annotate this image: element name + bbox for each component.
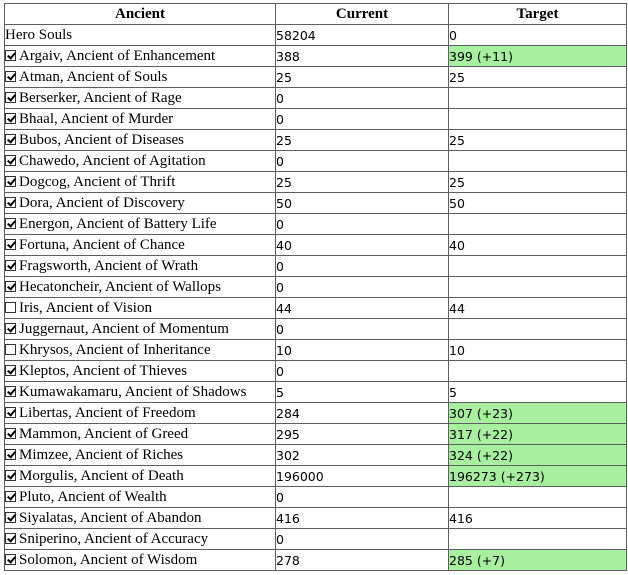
ancient-enabled-checkbox[interactable] [5,407,16,418]
ancient-name-cell [5,46,276,67]
target-level-cell: 416 [449,508,627,529]
table-row [5,67,627,88]
table-row [5,403,627,424]
ancient-enabled-checkbox[interactable] [5,344,16,355]
ancients-table [4,3,627,571]
table-row [5,256,627,277]
column-header-ancient: Ancient [5,4,276,25]
table-row [5,172,627,193]
ancient-name: Dora, Ancient of Discovery [19,194,185,211]
ancient-name: Dogcog, Ancient of Thrift [19,173,176,190]
ancient-name-cell [5,382,276,403]
ancient-name-cell [5,403,276,424]
ancient-name-cell [5,529,276,550]
table-row [5,361,627,382]
ancient-name-cell [5,193,276,214]
header-row [5,4,627,25]
target-level-cell: 285 (+7) [449,550,627,571]
current-level-cell: 388 [276,46,449,67]
target-level-cell [449,256,627,277]
ancient-name: Pluto, Ancient of Wealth [19,488,167,505]
ancient-enabled-checkbox[interactable] [5,491,16,502]
ancient-enabled-checkbox[interactable] [5,134,16,145]
ancient-name-cell [5,67,276,88]
target-level-cell [449,529,627,550]
ancient-name: Kleptos, Ancient of Thieves [19,362,188,379]
current-level-cell: 50 [276,193,449,214]
ancient-enabled-checkbox[interactable] [5,71,16,82]
target-level-cell: 0 [449,25,627,46]
ancient-name: Hero Souls [5,26,73,43]
target-level-cell [449,88,627,109]
ancient-enabled-checkbox[interactable] [5,50,16,61]
target-level-cell: 317 (+22) [449,424,627,445]
ancient-name-cell [5,235,276,256]
ancient-name: Kumawakamaru, Ancient of Shadows [19,383,247,400]
target-level-cell: 399 (+11) [449,46,627,67]
target-level-cell: 25 [449,172,627,193]
ancient-name: Iris, Ancient of Vision [19,299,152,316]
table-row [5,487,627,508]
table-row [5,109,627,130]
table-row [5,88,627,109]
ancient-name-cell [5,277,276,298]
ancient-enabled-checkbox[interactable] [5,92,16,103]
target-level-cell: 44 [449,298,627,319]
ancient-name: Hecatoncheir, Ancient of Wallops [19,278,222,295]
table-row [5,508,627,529]
current-level-cell: 0 [276,361,449,382]
ancient-enabled-checkbox[interactable] [5,113,16,124]
ancient-name: Mimzee, Ancient of Riches [19,446,184,463]
target-level-cell [449,361,627,382]
current-level-cell: 0 [276,214,449,235]
table-row [5,46,627,67]
target-level-cell: 196273 (+273) [449,466,627,487]
ancient-name: Bubos, Ancient of Diseases [19,131,184,148]
table-row [5,214,627,235]
ancient-enabled-checkbox[interactable] [5,365,16,376]
ancient-name: Berserker, Ancient of Rage [19,89,182,106]
table-row [5,466,627,487]
current-level-cell: 10 [276,340,449,361]
target-level-cell [449,277,627,298]
table-row [5,298,627,319]
target-level-cell [449,487,627,508]
ancient-enabled-checkbox[interactable] [5,386,16,397]
table-row [5,277,627,298]
table-row [5,382,627,403]
ancient-name-cell [5,550,276,571]
target-level-cell [449,109,627,130]
current-level-cell: 25 [276,67,449,88]
ancient-name-cell [5,109,276,130]
ancient-name: Argaiv, Ancient of Enhancement [19,47,216,64]
current-level-cell: 278 [276,550,449,571]
table-row [5,130,627,151]
ancient-name: Solomon, Ancient of Wisdom [19,551,198,568]
ancient-name: Energon, Ancient of Battery Life [19,215,217,232]
target-level-cell [449,151,627,172]
current-level-cell: 0 [276,487,449,508]
ancient-enabled-checkbox[interactable] [5,428,16,439]
ancient-name-cell [5,424,276,445]
ancient-name-cell [5,466,276,487]
target-level-cell: 40 [449,235,627,256]
ancient-enabled-checkbox[interactable] [5,176,16,187]
ancient-enabled-checkbox[interactable] [5,281,16,292]
ancient-enabled-checkbox[interactable] [5,533,16,544]
table-row [5,445,627,466]
ancient-name-cell [5,214,276,235]
target-level-cell: 50 [449,193,627,214]
ancient-name: Juggernaut, Ancient of Momentum [19,320,229,337]
current-level-cell: 25 [276,130,449,151]
ancient-name-cell [5,130,276,151]
current-level-cell: 0 [276,109,449,130]
ancient-name: Libertas, Ancient of Freedom [19,404,196,421]
ancient-name-cell [5,487,276,508]
ancient-name: Khrysos, Ancient of Inheritance [19,341,211,358]
table-row [5,424,627,445]
current-level-cell: 196000 [276,466,449,487]
ancient-name: Sniperino, Ancient of Accuracy [19,530,209,547]
table-row [5,151,627,172]
ancients-table-body [5,25,627,571]
ancient-name-cell [5,298,276,319]
target-level-cell: 10 [449,340,627,361]
current-level-cell: 25 [276,172,449,193]
table-row [5,340,627,361]
current-level-cell: 40 [276,235,449,256]
current-level-cell: 0 [276,529,449,550]
ancient-name-cell [5,151,276,172]
ancient-name-cell [5,88,276,109]
ancient-name: Siyalatas, Ancient of Abandon [19,509,202,526]
ancient-name-cell [5,256,276,277]
ancient-name-cell [5,508,276,529]
target-level-cell: 324 (+22) [449,445,627,466]
ancient-name: Fragsworth, Ancient of Wrath [19,257,199,274]
ancient-name-cell [5,445,276,466]
current-level-cell: 295 [276,424,449,445]
ancient-name: Mammon, Ancient of Greed [19,425,189,442]
current-level-cell: 0 [276,319,449,340]
table-row [5,550,627,571]
ancient-name-cell [5,25,276,46]
current-level-cell: 0 [276,88,449,109]
ancient-name-cell [5,319,276,340]
ancient-name-cell [5,361,276,382]
ancient-enabled-checkbox[interactable] [5,218,16,229]
table-row [5,25,627,46]
current-level-cell: 0 [276,151,449,172]
ancient-enabled-checkbox[interactable] [5,470,16,481]
ancient-name: Fortuna, Ancient of Chance [19,236,185,253]
ancient-name: Bhaal, Ancient of Murder [19,110,174,127]
current-level-cell: 302 [276,445,449,466]
target-level-cell [449,319,627,340]
current-level-cell: 416 [276,508,449,529]
ancient-enabled-checkbox[interactable] [5,512,16,523]
table-row [5,529,627,550]
ancient-enabled-checkbox[interactable] [5,323,16,334]
ancient-enabled-checkbox[interactable] [5,449,16,460]
target-level-cell: 25 [449,130,627,151]
column-header-current: Current [276,4,449,25]
table-row [5,193,627,214]
ancient-name-cell [5,340,276,361]
current-level-cell: 58204 [276,25,449,46]
current-level-cell: 44 [276,298,449,319]
target-level-cell: 5 [449,382,627,403]
current-level-cell: 284 [276,403,449,424]
target-level-cell: 307 (+23) [449,403,627,424]
ancient-enabled-checkbox[interactable] [5,554,16,565]
ancient-enabled-checkbox[interactable] [5,239,16,250]
table-row [5,235,627,256]
ancient-enabled-checkbox[interactable] [5,197,16,208]
ancient-enabled-checkbox[interactable] [5,260,16,271]
current-level-cell: 0 [276,256,449,277]
target-level-cell [449,214,627,235]
ancient-name: Atman, Ancient of Souls [19,68,168,85]
column-header-target: Target [449,4,627,25]
ancient-name: Morgulis, Ancient of Death [19,467,184,484]
current-level-cell: 0 [276,277,449,298]
table-row [5,319,627,340]
ancient-name: Chawedo, Ancient of Agitation [19,152,206,169]
ancient-enabled-checkbox[interactable] [5,302,16,313]
ancient-name-cell [5,172,276,193]
ancient-enabled-checkbox[interactable] [5,155,16,166]
current-level-cell: 5 [276,382,449,403]
target-level-cell: 25 [449,67,627,88]
